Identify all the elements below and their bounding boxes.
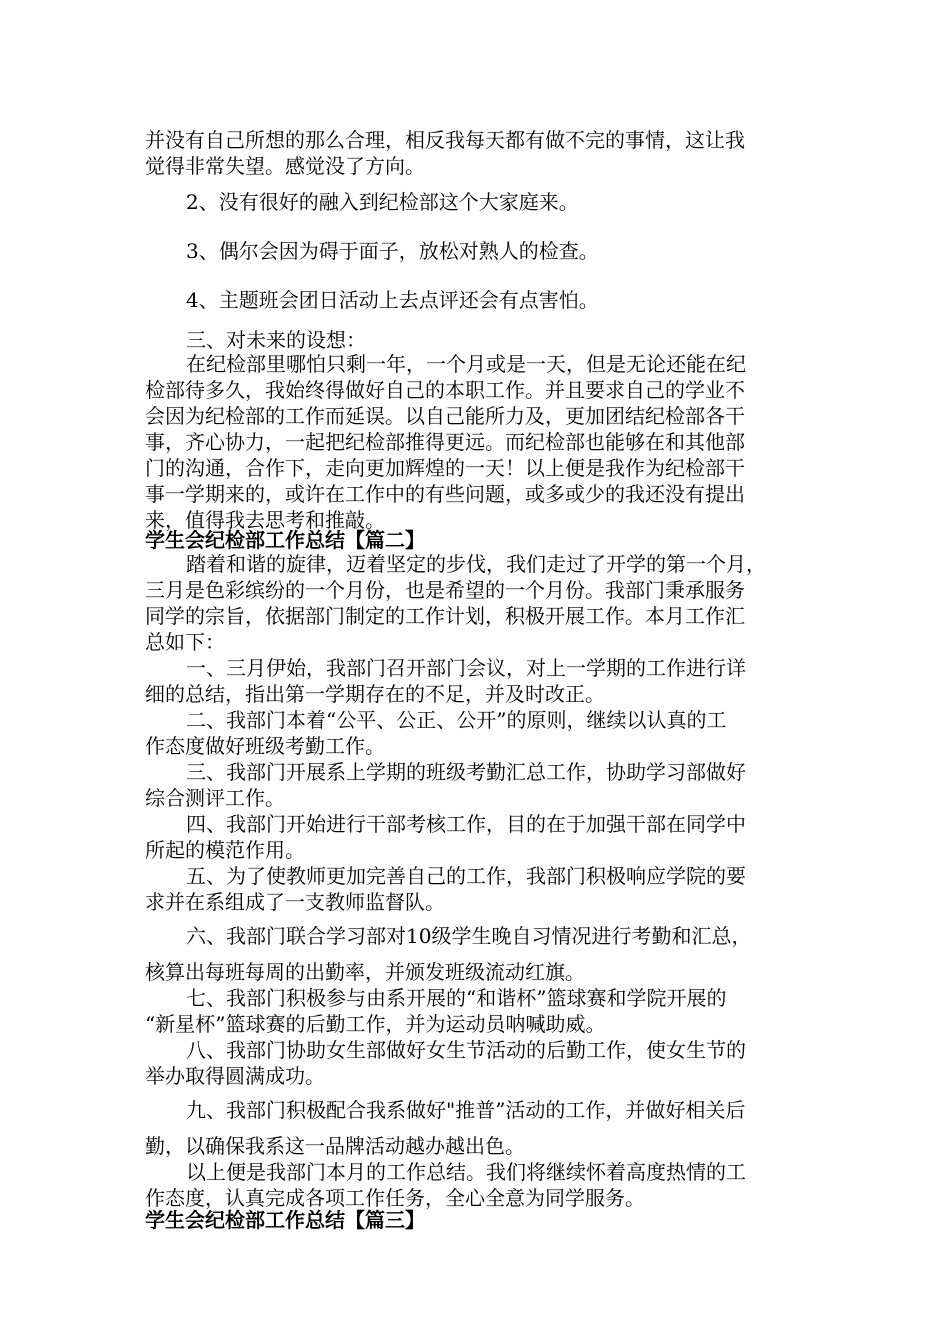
paragraph-line: 综合测评工作。: [145, 786, 285, 810]
paragraph-line: “新星杯”篮球赛的后勤工作，并为运动员呐喊助威。: [145, 1012, 606, 1036]
list-item: 2、没有很好的融入到纪检部这个大家庭来。: [186, 190, 579, 214]
paragraph-line: 作态度做好班级考勤工作。: [145, 734, 385, 758]
paragraph-line: 踏着和谐的旋律，迈着坚定的步伐，我们走过了开学的第一个月，: [186, 552, 766, 576]
list-item: 3、偶尔会因为碍于面子，放松对熟人的检查。: [186, 239, 599, 263]
paragraph-line: 在纪检部里哪怕只剩一年，一个月或是一天，但是无论还能在纪: [186, 352, 746, 376]
section-heading: 三、对未来的设想：: [186, 328, 366, 352]
paragraph-line: 四、我部门开始进行干部考核工作，目的在于加强干部在同学中: [186, 812, 746, 836]
paragraph-line: 勤，以确保我系这一品牌活动越办越出色。: [145, 1134, 525, 1158]
paragraph-line: 六、我部门联合学习部对10级学生晚自习情况进行考勤和汇总，: [186, 924, 752, 948]
paragraph-line: 求并在系组成了一支教师监督队。: [145, 890, 445, 914]
paragraph-line: 会因为纪检部的工作而延误。以自己能所力及，更加团结纪检部各干: [145, 404, 745, 428]
paragraph-line: 觉得非常失望。感觉没了方向。: [145, 154, 425, 178]
paragraph-line: 九、我部门积极配合我系做好"推普”活动的工作，并做好相关后: [186, 1098, 746, 1122]
paragraph-line: 一、三月伊始，我部门召开部门会议，对上一学期的工作进行详: [186, 656, 746, 680]
paragraph-line: 检部待多久，我始终得做好自己的本职工作。并且要求自己的学业不: [145, 378, 745, 402]
paragraph-line: 来，值得我去思考和推敲。: [145, 508, 385, 532]
paragraph-line: 七、我部门积极参与由系开展的“和谐杯”篮球赛和学院开展的: [186, 986, 727, 1010]
section-title: 学生会纪检部工作总结【篇三】: [145, 1208, 425, 1232]
paragraph-line: 以上便是我部门本月的工作总结。我们将继续怀着高度热情的工: [186, 1160, 746, 1184]
paragraph-line: 并没有自己所想的那么合理，相反我每天都有做不完的事情，这让我: [145, 128, 745, 152]
paragraph-line: 细的总结，指出第一学期存在的不足，并及时改正。: [145, 682, 605, 706]
paragraph-line: 三月是色彩缤纷的一个月份，也是希望的一个月份。我部门秉承服务: [145, 578, 745, 602]
section-title: 学生会纪检部工作总结【篇二】: [145, 528, 425, 552]
paragraph-line: 核算出每班每周的出勤率，并颁发班级流动红旗。: [145, 960, 585, 984]
paragraph-line: 事一学期来的，或许在工作中的有些问题，或多或少的我还没有提出: [145, 482, 745, 506]
paragraph-line: 二、我部门本着“公平、公正、公开”的原则，继续以认真的工: [186, 708, 727, 732]
paragraph-line: 八、我部门协助女生部做好女生节活动的后勤工作，使女生节的: [186, 1038, 746, 1062]
paragraph-line: 三、我部门开展系上学期的班级考勤汇总工作，协助学习部做好: [186, 760, 746, 784]
paragraph-line: 同学的宗旨，依据部门制定的工作计划，积极开展工作。本月工作汇: [145, 604, 745, 628]
paragraph-line: 五、为了使教师更加完善自己的工作，我部门积极响应学院的要: [186, 864, 746, 888]
paragraph-line: 总如下：: [145, 630, 225, 654]
paragraph-line: 事，齐心协力，一起把纪检部推得更远。而纪检部也能够在和其他部: [145, 430, 745, 454]
paragraph-line: 作态度，认真完成各项工作任务，全心全意为同学服务。: [145, 1186, 645, 1210]
paragraph-line: 举办取得圆满成功。: [145, 1064, 325, 1088]
paragraph-line: 所起的模范作用。: [145, 838, 305, 862]
list-item: 4、主题班会团日活动上去点评还会有点害怕。: [186, 288, 599, 312]
paragraph-line: 门的沟通，合作下，走向更加辉煌的一天！以上便是我作为纪检部干: [145, 456, 745, 480]
